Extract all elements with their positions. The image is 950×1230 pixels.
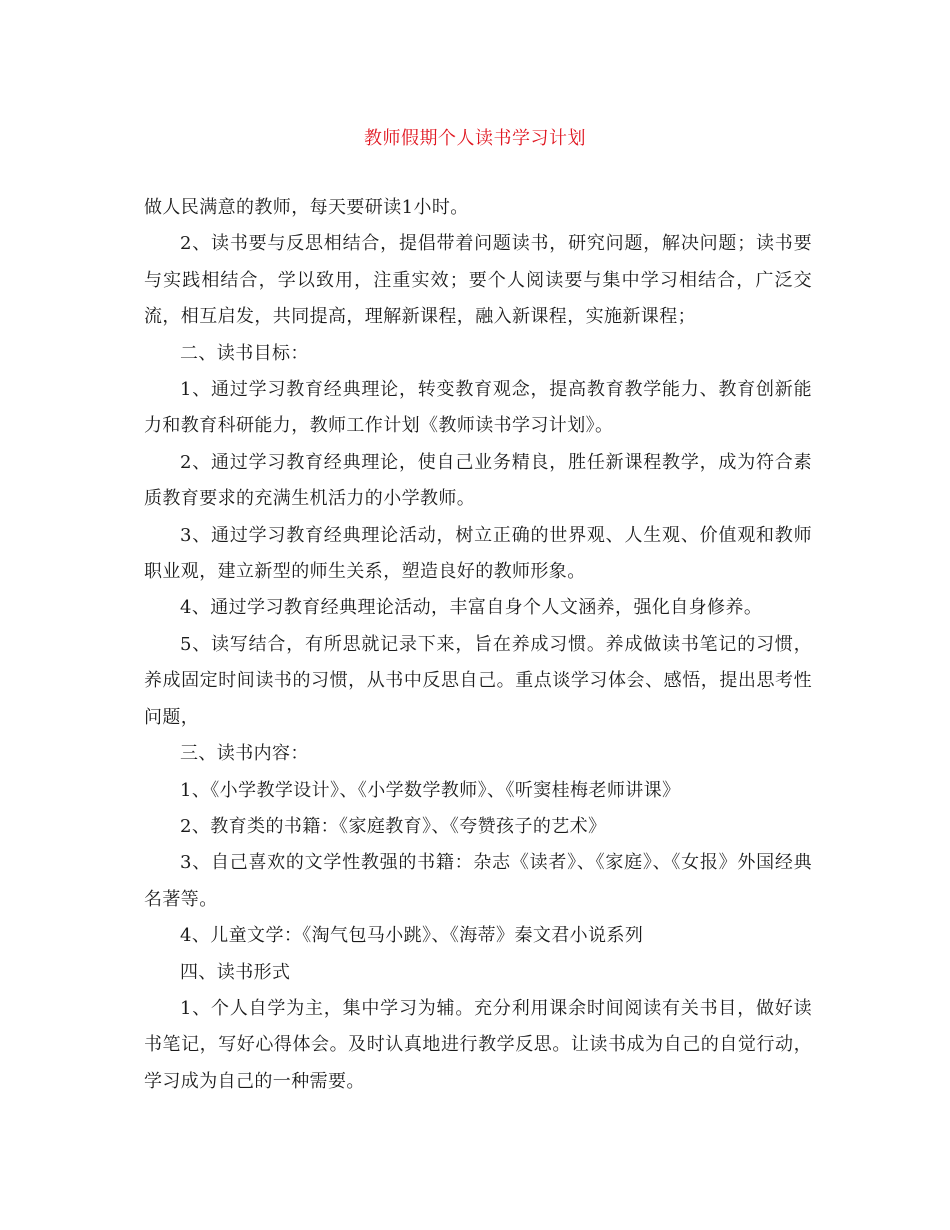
paragraph-content-4: 4、儿童文学：《淘气包马小跳》、《海蒂》秦文君小说系列 [180,925,644,947]
paragraph-goal-4: 4、通过学习教育经典理论活动，丰富自身个人文涵养，强化自身修养。 [180,597,763,619]
paragraph-goal-1: 1、通过学习教育经典理论，转变教育观念，提高教育教学能力、教育创新能力和教育科研能力，教师工作计划《教师读书学习计划》。 [144,379,812,437]
paragraph-form-1: 1、个人自学为主，集中学习为辅。充分利用课余时间阅读有关书目，做好读书笔记，写好心得体会。及时认真地进行教学反思。让读书成为自己的自觉行动，学习成为自己的一种需要。 [144,997,812,1092]
section-heading-reading-goals: 二、读书目标： [180,342,309,364]
paragraph-content-1: 1、《小学教学设计》、《小学数学教师》、《听窦桂梅老师讲课》 [180,779,681,801]
section-heading-reading-content: 三、读书内容： [180,743,309,765]
paragraph-goal-2: 2、通过学习教育经典理论，使自己业务精良，胜任新课程教学，成为符合素质教育要求的充满生机活力的小学教师。 [144,451,812,510]
paragraph-goal-3: 3、通过学习教育经典理论活动，树立正确的世界观、人生观、价值观和教师职业观，建立新型的师生关系，塑造良好的教师形象。 [144,524,812,583]
paragraph-content-2: 2、教育类的书籍：《家庭教育》、《夸赞孩子的艺术》 [180,815,607,837]
document-body [144,190,812,1100]
paragraph-continuation: 做人民满意的教师，每天要研读1小时。 [144,197,469,218]
section-heading-reading-form: 四、读书形式 [180,961,291,983]
paragraph-content-3: 3、自己喜欢的文学性教强的书籍：杂志《读者》、《家庭》、《女报》外国经典名著等。 [144,852,812,910]
paragraph-reading-principle-2: 2、读书要与反思相结合，提倡带着问题读书，研究问题，解决问题；读书要与实践相结合，学以致用，注重实效；要个人阅读要与集中学习相结合，广泛交流，相互启发，共同提高，理解新课程，融入新课程，实施新课程； [144,233,812,328]
document-title: 教师假期个人读书学习计划 [364,128,586,149]
paragraph-goal-5: 5、读写结合，有所思就记录下来，旨在养成习惯。养成做读书笔记的习惯，养成固定时间读书的习惯，从书中反思自己。重点谈学习体会、感悟，提出思考性问题， [144,633,812,728]
